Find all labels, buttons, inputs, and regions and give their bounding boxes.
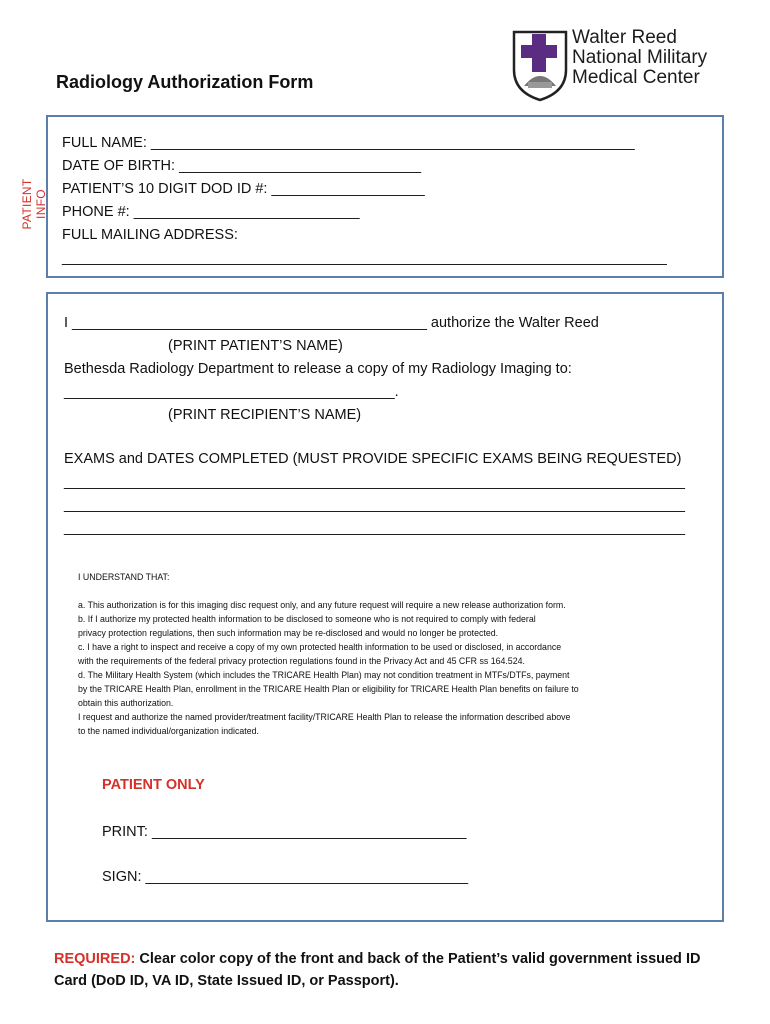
mailing-address-label: FULL MAILING ADDRESS: (62, 227, 238, 243)
walter-reed-logo-icon (510, 26, 570, 102)
terms-line: by the TRICARE Health Plan, enrollment in the TRICARE Health Plan or eligibility for TRICARE Health Plan benefits on failure to (78, 684, 579, 694)
mailing-address-field[interactable]: ___________________________________________________________________________ (62, 250, 667, 266)
terms-line: to the named individual/organization indicated. (78, 726, 259, 736)
terms-line: obtain this authorization. (78, 698, 174, 708)
terms-line: privacy protection regulations, then such information may be re-disclosed and would no longer be protected. (78, 628, 499, 638)
logo-line-3: Medical Center (572, 67, 700, 88)
required-note (54, 948, 734, 992)
form-title: Radiology Authorization Form (56, 72, 314, 92)
signature-field[interactable]: SIGN: ________________________________________ (102, 869, 469, 885)
patient-info-box (46, 115, 724, 278)
exams-heading: EXAMS and DATES COMPLETED (MUST PROVIDE SPECIFIC EXAMS BEING REQUESTED) (64, 451, 682, 467)
exam-line[interactable]: _____________________________________________________________________________ (64, 497, 685, 513)
required-text: Clear color copy of the front and back of the Patient’s valid government issued ID Card (DoD ID, VA ID, State Issued ID, or Passport). (54, 951, 701, 989)
patient-only-heading: PATIENT ONLY (102, 777, 205, 793)
print-name-field[interactable]: PRINT: _______________________________________ (102, 824, 467, 840)
terms-heading: I UNDERSTAND THAT: (78, 572, 170, 582)
date-of-birth-field[interactable]: DATE OF BIRTH: ______________________________ (62, 158, 422, 174)
terms-line: with the requirements of the federal privacy protection regulations found in the Privacy Act and 45 CFR ss 164.524. (78, 656, 525, 666)
logo-line-2: National Military (572, 47, 708, 68)
recipient-name-caption: (PRINT RECIPIENT’S NAME) (168, 407, 362, 423)
patient-info-side-label: PATIENT INFO (20, 178, 48, 230)
authorization-box (46, 292, 724, 922)
logo-line-1: Walter Reed (572, 27, 677, 48)
terms-line: I request and authorize the named provider/treatment facility/TRICARE Health Plan to release the information described above (78, 712, 571, 722)
terms-line: c. I have a right to inspect and receive a copy of my own protected health information to be used or disclosed, in accordance (78, 642, 562, 652)
patient-name-field[interactable]: I ____________________________________________ authorize the Walter Reed (64, 315, 599, 331)
required-label: REQUIRED: (54, 951, 136, 967)
terms-line: d. The Military Health System (which includes the TRICARE Health Plan) may not condition treatment in MTFs/DTFs, payment (78, 670, 570, 680)
exam-line[interactable]: _____________________________________________________________________________ (64, 474, 685, 490)
release-statement: Bethesda Radiology Department to release a copy of my Radiology Imaging to: (64, 361, 572, 377)
full-name-field[interactable]: FULL NAME: ____________________________________________________________ (62, 135, 635, 151)
recipient-name-field[interactable]: _________________________________________. (64, 384, 399, 400)
terms-line: a. This authorization is for this imaging disc request only, and any future request will require a new release authorization form. (78, 600, 566, 610)
logo-text (572, 28, 707, 88)
dod-id-field[interactable]: PATIENT’S 10 DIGIT DOD ID #: ___________________ (62, 181, 425, 197)
terms-line: b. If I authorize my protected health information to be disclosed to someone who is not required to comply with federal (78, 614, 536, 624)
phone-field[interactable]: PHONE #: ____________________________ (62, 204, 360, 220)
patient-name-caption: (PRINT PATIENT’S NAME) (168, 338, 343, 354)
exam-line[interactable]: _____________________________________________________________________________ (64, 520, 685, 536)
